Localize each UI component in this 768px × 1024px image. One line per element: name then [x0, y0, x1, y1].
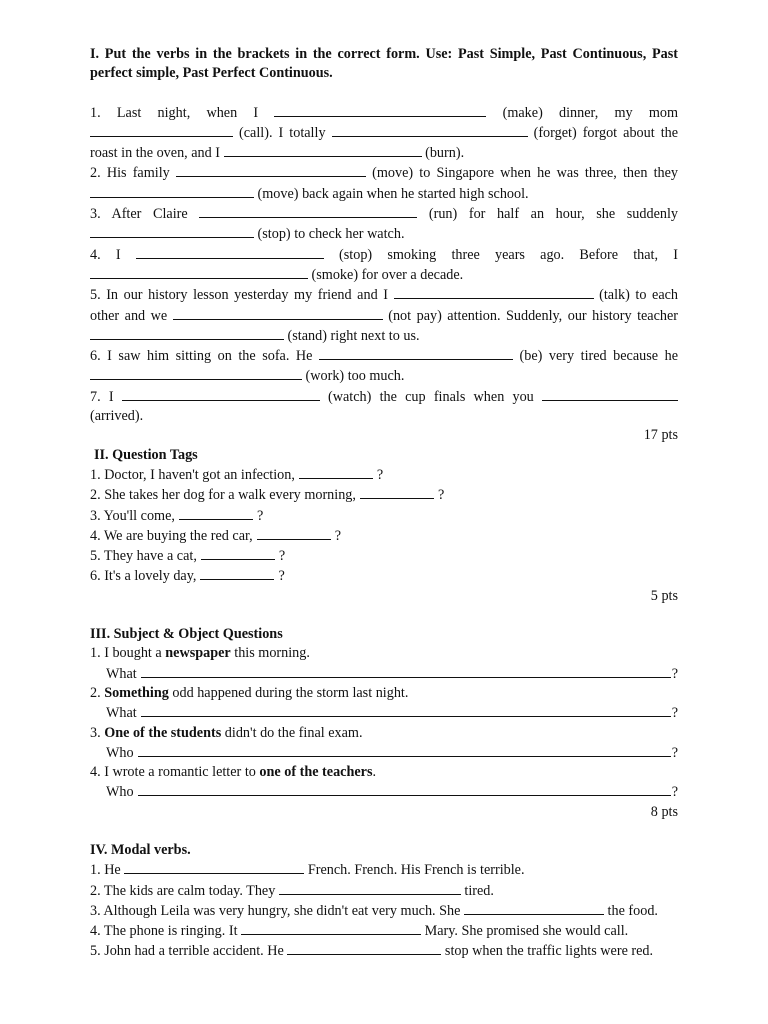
answer-blank[interactable]: [274, 103, 486, 117]
s4-question-4: 4. The phone is ringing. It Mary. She promised she would call.: [90, 923, 629, 940]
answer-blank[interactable]: [90, 123, 233, 137]
s4-question-3: 3. Although Leila was very hungry, she didn't eat very much. She the food.: [90, 902, 658, 919]
section-1-heading: I. Put the verbs in the brackets in the correct form. Use: Past Simple, Past Continuous, Past perfect simple, Past Perfect Continuous.: [90, 46, 678, 82]
question-tag-item: 2. She takes her dog for a walk every morning, ?: [90, 487, 445, 504]
answer-blank[interactable]: [464, 901, 604, 915]
answer-blank[interactable]: [360, 485, 434, 499]
sentence-item: 3. One of the students didn't do the final exam.: [90, 724, 363, 741]
emphasized-phrase: one of the teachers: [259, 764, 373, 781]
section-1-points: 17 pts: [643, 427, 678, 444]
s4-question-5: 5. John had a terrible accident. He stop when the traffic lights were red.: [90, 943, 654, 960]
answer-blank[interactable]: [241, 921, 421, 935]
section-2-heading: II. Question Tags: [94, 446, 198, 463]
s1-question-6: 6. I saw him sitting on the sofa. He (be) very tired because he (work) too much.: [90, 348, 678, 385]
answer-blank[interactable]: [90, 224, 254, 238]
section-3-points: 8 pts: [650, 803, 678, 820]
answer-line[interactable]: [138, 782, 671, 796]
answer-blank[interactable]: [542, 387, 678, 401]
emphasized-phrase: One of the students: [104, 724, 222, 741]
answer-blank[interactable]: [257, 526, 331, 540]
answer-blank[interactable]: [287, 941, 441, 955]
answer-blank[interactable]: [124, 860, 304, 874]
s4-question-2: 2. The kids are calm today. They tired.: [90, 882, 494, 899]
answer-blank[interactable]: [394, 285, 594, 299]
answer-blank[interactable]: [122, 387, 320, 401]
answer-blank[interactable]: [90, 326, 284, 340]
s1-question-7: 7. I (watch) the cup finals when you (arrived).: [90, 387, 678, 427]
question-tag-item: 3. You'll come, ?: [90, 507, 264, 524]
question-answer-line: Who ?: [106, 784, 678, 801]
answer-blank[interactable]: [136, 245, 324, 259]
question-answer-line: What ?: [106, 705, 678, 722]
answer-blank[interactable]: [90, 265, 308, 279]
answer-blank[interactable]: [201, 546, 275, 560]
s1-question-4: 4. I (stop) smoking three years ago. Before that, I (smoke) for over a decade.: [90, 246, 678, 283]
s4-question-1: 1. He French. French. His French is terrible.: [90, 862, 525, 879]
sentence-item: 2. Something odd happened during the storm last night.: [90, 684, 409, 701]
sentence-item: 1. I bought a newspaper this morning.: [90, 645, 310, 662]
answer-blank[interactable]: [199, 204, 417, 218]
s1-question-2: 2. His family (move) to Singapore when he was three, then they (move) back again when he started high school.: [90, 165, 679, 202]
worksheet-content: [90, 45, 678, 962]
answer-blank[interactable]: [224, 143, 422, 157]
answer-blank[interactable]: [200, 566, 274, 580]
answer-line[interactable]: [141, 703, 671, 717]
question-tag-item: 6. It's a lovely day, ?: [90, 568, 285, 585]
answer-blank[interactable]: [90, 184, 254, 198]
answer-blank[interactable]: [179, 506, 253, 520]
sentence-item: 4. I wrote a romantic letter to one of the teachers.: [90, 764, 377, 781]
answer-blank[interactable]: [173, 306, 383, 320]
section-4-heading: IV. Modal verbs.: [90, 841, 191, 858]
s1-question-1: 1. Last night, when I (make) dinner, my mom (call). I totally (forget) forgot about the roast in the oven, and I (burn).: [90, 104, 679, 162]
s1-question-3: 3. After Claire (run) for half an hour, she suddenly (stop) to check her watch.: [90, 206, 678, 243]
question-answer-line: Who ?: [106, 744, 678, 761]
answer-line[interactable]: [138, 743, 671, 757]
question-answer-line: What ?: [106, 665, 678, 682]
subject-object-questions-list: [90, 644, 678, 802]
question-tag-item: 1. Doctor, I haven't got an infection, ?: [90, 466, 384, 483]
answer-blank[interactable]: [279, 881, 461, 895]
question-tag-item: 4. We are buying the red car, ?: [90, 527, 342, 544]
emphasized-phrase: Something: [104, 684, 169, 701]
answer-blank[interactable]: [176, 163, 366, 177]
answer-blank[interactable]: [90, 366, 302, 380]
emphasized-phrase: newspaper: [165, 645, 231, 662]
answer-line[interactable]: [141, 664, 671, 678]
section-2-points: 5 pts: [650, 587, 678, 604]
question-tag-item: 5. They have a cat, ?: [90, 548, 286, 565]
answer-blank[interactable]: [332, 123, 528, 137]
answer-blank[interactable]: [299, 465, 373, 479]
answer-blank[interactable]: [319, 346, 513, 360]
question-tags-list: [90, 465, 678, 587]
s1-question-5: 5. In our history lesson yesterday my friend and I (talk) to each other and we (not pay) attention. Suddenly, our history teacher (stand) right next to us.: [90, 287, 679, 344]
section-3-heading: III. Subject & Object Questions: [90, 626, 283, 643]
